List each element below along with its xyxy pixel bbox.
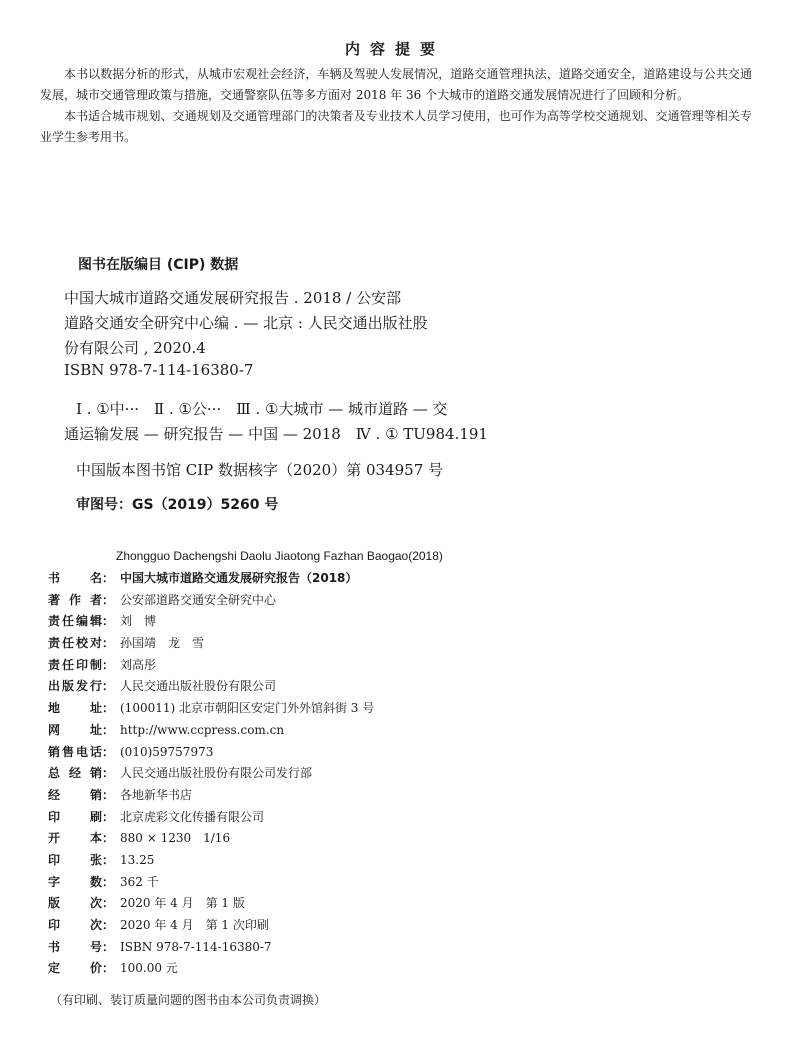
info-label-text: 定价 — [48, 961, 102, 976]
info-label-colon: ： — [101, 852, 114, 867]
info-label-colon: ： — [101, 701, 114, 716]
info-row — [48, 612, 768, 634]
info-row — [48, 786, 768, 808]
publication-info-list — [48, 569, 768, 981]
info-value: 刘高彤 — [120, 657, 157, 672]
info-label-text: 网址 — [48, 722, 102, 737]
info-label — [48, 743, 114, 760]
info-label — [48, 721, 114, 738]
info-value: 2020 年 4 月 第 1 版 — [120, 896, 245, 911]
info-row — [48, 677, 768, 699]
info-label — [48, 569, 114, 586]
info-label-colon: ： — [101, 571, 114, 585]
info-row — [48, 699, 768, 721]
cip-heading: 图书在版编目 (CIP) 数据 — [78, 257, 239, 273]
info-label — [48, 786, 114, 803]
info-label-colon: ： — [101, 961, 114, 976]
info-value: 人民交通出版社股份有限公司 — [120, 679, 277, 694]
info-row — [48, 894, 768, 916]
cip-isbn: ISBN 978-7-114-16380-7 — [64, 361, 254, 379]
info-label-text: 销售电话 — [48, 744, 102, 759]
info-value: 公安部道路交通安全研究中心 — [120, 592, 277, 607]
info-row — [48, 938, 768, 960]
info-label-colon: ： — [101, 722, 114, 737]
info-row — [48, 721, 768, 743]
cip-record-number: 中国版本图书馆 CIP 数据核字（2020）第 034957 号 — [76, 461, 444, 479]
summary-paragraph-2: 本书适合城市规划、交通规划及交通管理部门的决策者及专业技术人员学习使用，也可作为高等学校交通规划、交通管理等相关专业学生参考用书。 — [40, 109, 752, 144]
info-label — [48, 873, 114, 890]
info-label — [48, 591, 114, 608]
cip-line-2: 道路交通安全研究中心编 . — 北京 : 人民交通出版社股 — [64, 314, 428, 332]
cip-line-3: 份有限公司 , 2020.4 — [64, 339, 206, 357]
info-row — [48, 656, 768, 678]
summary-title: 内容提要 — [344, 40, 445, 58]
info-label-text: 地址 — [48, 701, 102, 716]
cip-line-1: 中国大城市道路交通发展研究报告 . 2018 / 公安部 — [64, 289, 402, 307]
summary-text — [40, 64, 752, 148]
info-row — [48, 591, 768, 613]
cip-classification-2: 通运输发展 — 研究报告 — 中国 — 2018 Ⅳ . ① TU984.191 — [64, 425, 488, 443]
info-label-colon: ： — [101, 874, 114, 889]
info-value: 各地新华书店 — [120, 787, 193, 802]
info-label-colon: ： — [101, 896, 114, 911]
info-value: 人民交通出版社股份有限公司发行部 — [120, 766, 313, 781]
info-label — [48, 808, 114, 825]
info-value: 中国大城市道路交通发展研究报告（2018） — [120, 571, 358, 585]
info-label — [48, 894, 114, 911]
info-row — [48, 873, 768, 895]
info-label-colon: ： — [101, 614, 114, 629]
info-label-text: 责任校对 — [48, 636, 102, 651]
info-label-text: 著作者 — [48, 592, 102, 607]
info-label-text: 印刷 — [48, 809, 102, 824]
info-value: 880 × 1230 1/16 — [120, 831, 231, 846]
info-label — [48, 656, 114, 673]
info-label-colon: ： — [101, 809, 114, 824]
info-label-colon: ： — [101, 766, 114, 781]
info-value: (010)59757973 — [120, 744, 214, 759]
info-row — [48, 959, 768, 981]
info-label-text: 字数 — [48, 874, 102, 889]
info-label-text: 经销 — [48, 787, 102, 802]
info-value: 13.25 — [120, 852, 155, 867]
info-label-text: 书名 — [48, 571, 102, 585]
info-row — [48, 829, 768, 851]
info-value: 2020 年 4 月 第 1 次印刷 — [120, 918, 269, 932]
info-row — [48, 634, 768, 656]
info-row — [48, 916, 768, 938]
info-label-colon: ： — [101, 918, 114, 932]
info-label — [48, 938, 114, 955]
info-label-colon: ： — [101, 636, 114, 651]
info-value: (100011) 北京市朝阳区安定门外外馆斜街 3 号 — [120, 701, 375, 716]
info-label-text: 责任印制 — [48, 657, 102, 672]
info-label — [48, 829, 114, 846]
info-row — [48, 569, 768, 591]
info-value: 362 千 — [120, 874, 159, 889]
info-label-text: 版次 — [48, 896, 102, 911]
summary-paragraph-1: 本书以数据分析的形式，从城市宏观社会经济，车辆及驾驶人发展情况，道路交通管理执法，道路交通安全，道路建设与公共交通发展，城市交通管理政策与措施，交通警察队伍等多方面对 2018 年 36 个大城市的道路交通发展情况进行了回顾和分析。 — [40, 67, 752, 102]
info-label-colon: ： — [101, 679, 114, 694]
info-label — [48, 699, 114, 716]
info-label — [48, 634, 114, 651]
info-label-text: 印张 — [48, 852, 102, 867]
info-value: 孙国靖 龙 雪 — [120, 636, 205, 651]
info-label-text: 出版发行 — [48, 679, 102, 694]
info-label — [48, 677, 114, 694]
info-label-colon: ： — [101, 787, 114, 802]
info-label-colon: ： — [101, 657, 114, 672]
info-value: 100.00 元 — [120, 961, 178, 976]
info-row — [48, 851, 768, 873]
info-row — [48, 808, 768, 830]
info-label — [48, 764, 114, 781]
info-label-text: 总经销 — [48, 766, 102, 781]
info-label-text: 开本 — [48, 831, 102, 846]
info-label — [48, 851, 114, 868]
info-label-colon: ： — [101, 831, 114, 846]
info-row — [48, 743, 768, 765]
info-value: ISBN 978-7-114-16380-7 — [120, 939, 272, 954]
info-row — [48, 764, 768, 786]
info-label-colon: ： — [101, 939, 114, 954]
info-value: 北京虎彩文化传播有限公司 — [120, 809, 265, 824]
info-label — [48, 916, 114, 933]
info-value: 刘 博 — [120, 614, 157, 629]
info-label-colon: ： — [101, 592, 114, 607]
info-label — [48, 959, 114, 976]
info-value: http://www.ccpress.com.cn — [120, 722, 285, 737]
map-review-number: 审图号：GS（2019）5260 号 — [76, 497, 279, 513]
info-label — [48, 612, 114, 629]
quality-notice: （有印刷、装订质量问题的图书由本公司负责调换） — [50, 993, 327, 1007]
cip-classification-1: Ⅰ . ①中··· Ⅱ . ①公··· Ⅲ . ①大城市 — 城市道路 — 交 — [76, 400, 448, 418]
info-label-colon: ： — [101, 744, 114, 759]
pinyin-title: Zhongguo Dachengshi Daolu Jiaotong Fazhan Baogao(2018) — [116, 549, 443, 563]
info-label-text: 印次 — [48, 918, 102, 932]
info-label-text: 责任编辑 — [48, 614, 102, 629]
info-label-text: 书号 — [48, 939, 102, 954]
